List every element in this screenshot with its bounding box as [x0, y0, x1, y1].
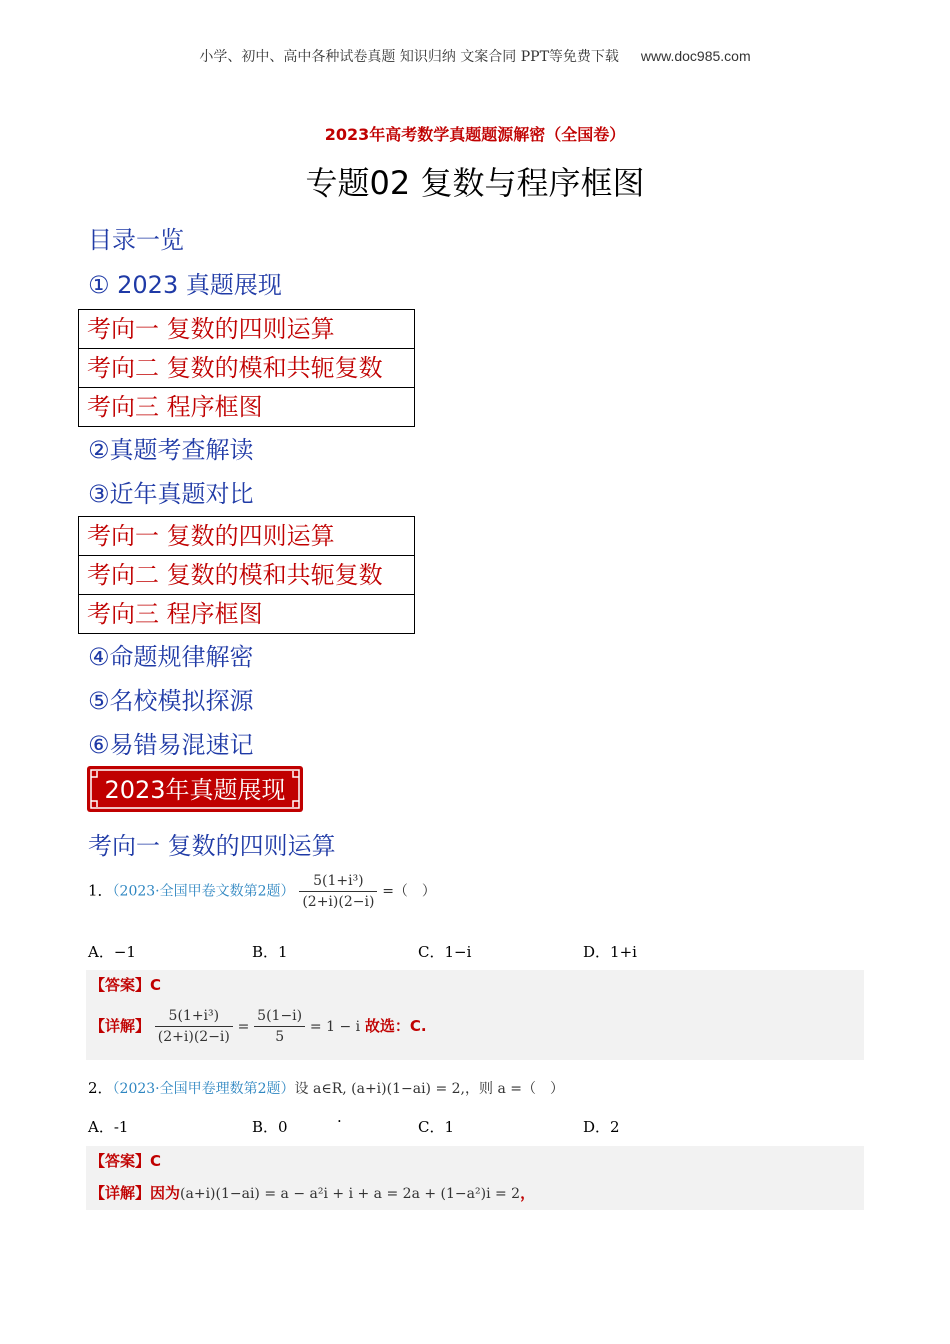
document-title: 专题02 复数与程序框图	[305, 164, 645, 202]
header-text: 小学、初中、高中各种试卷真题 知识归纳 文案合同 PPT等免费下载	[199, 49, 619, 65]
q2-option-d: D．2	[583, 1118, 620, 1136]
toc-item-6: ⑥易错易混速记	[88, 731, 254, 759]
toc-box2-row: 考向三 程序框图	[87, 600, 263, 628]
q2-answer-box	[86, 1146, 864, 1210]
toc-box-1	[78, 309, 415, 427]
question-source: （2023·全国甲卷文数第2题）	[112, 883, 295, 900]
toc-box2-row: 考向二 复数的模和共轭复数	[79, 556, 414, 595]
section-heading: 考向一 复数的四则运算	[88, 832, 336, 860]
toc-item-5: ⑤名校模拟探源	[88, 687, 254, 715]
question-tail: ，则 a =（ ）	[465, 1081, 564, 1097]
question-1	[88, 873, 436, 910]
section-banner	[86, 765, 304, 813]
question-fraction: $\frac{\text{5(1+i³)}}{(2+i)(2-i)}$	[299, 873, 377, 910]
toc-box-2	[78, 516, 415, 634]
q1-detail: 【详解】 $\frac{\text{5(1+i³)}}{(2+i)(2-i)}$ = $\frac{5(1-i)}{5}$ = 1 − i 故选：C.	[90, 1008, 427, 1045]
q1-answer: 【答案】C	[90, 976, 162, 994]
toc-box2-row: 考向一 复数的四则运算	[79, 517, 414, 556]
toc-item-2: ②真题考查解读	[88, 436, 254, 464]
toc-heading: 目录一览	[88, 226, 184, 254]
q1-answer-box	[86, 970, 864, 1060]
q2-answer: 【答案】C	[90, 1152, 162, 1170]
document-subtitle: 2023年高考数学真题题源解密（全国卷）	[324, 125, 626, 144]
toc-item-3: ③近年真题对比	[88, 480, 254, 508]
toc-box1-row: 考向一 复数的四则运算	[79, 310, 414, 349]
question-stem: 设 a∈R, (a+i)(1−ai) = 2,	[294, 1081, 466, 1097]
toc-box1-row: 考向二 复数的模和共轭复数	[79, 349, 414, 388]
toc-item-4: ④命题规律解密	[88, 643, 254, 671]
banner-text: 2023年真题展现	[104, 776, 286, 804]
q1-option-c: C．1−i	[418, 943, 472, 961]
question-source: （2023·全国甲卷理数第2题）	[112, 1081, 295, 1097]
q2-option-c: C．1	[418, 1118, 455, 1136]
toc-box1-row: 考向三 程序框图	[87, 393, 263, 421]
q1-option-d: D．1+i	[583, 943, 637, 961]
q1-option-b: B．1	[252, 943, 288, 961]
question-2	[88, 1077, 564, 1098]
question-number: 1．	[88, 881, 113, 900]
q2-option-a: A．-1	[88, 1118, 129, 1136]
question-number: 2．	[88, 1079, 113, 1097]
question-tail: =（ ）	[382, 883, 436, 900]
page-header	[0, 46, 950, 66]
toc-item-1: ① 2023 真题展现	[88, 271, 282, 299]
header-url[interactable]: www.doc985.com	[640, 48, 751, 64]
q2-detail: 【详解】因为(a+i)(1−ai) = a − a²i + i + a = 2a + (1−a²)i = 2，	[90, 1184, 536, 1202]
q1-option-a: A．−1	[88, 943, 136, 961]
stray-dot: ·	[337, 1112, 342, 1130]
q2-option-b: B．0	[252, 1118, 288, 1136]
